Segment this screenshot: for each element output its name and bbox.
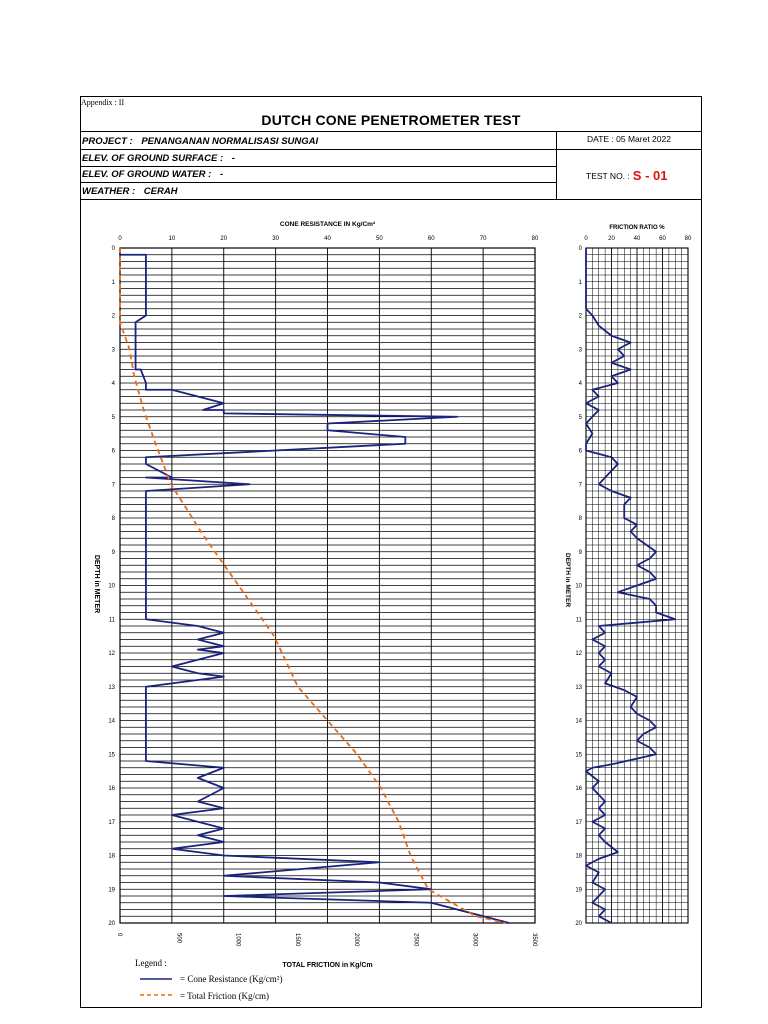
ratio-depth-tick-label: 8 xyxy=(578,516,582,522)
appendix-label: Appendix : II xyxy=(81,98,125,107)
cone-x-tick-label: 10 xyxy=(168,236,176,242)
ratio-depth-tick-label: 10 xyxy=(575,583,582,590)
ratio-depth-tick-label: 1 xyxy=(578,279,582,286)
depth-tick-label: 8 xyxy=(111,516,115,522)
cone-x-tick-label: 30 xyxy=(272,236,279,242)
friction-x-tick-label: 1000 xyxy=(234,933,241,947)
friction-x-tick-label: 2500 xyxy=(412,933,419,947)
depth-tick-label: 5 xyxy=(111,414,115,421)
ratio-depth-tick-label: 18 xyxy=(575,853,582,860)
friction-x-tick-label: 1500 xyxy=(293,933,300,947)
cone-x-tick-label: 80 xyxy=(531,236,539,242)
ratio-x-tick-label: 80 xyxy=(684,236,692,242)
ratio-axis-title: FRICTION RATIO % xyxy=(609,225,665,231)
friction-x-tick-label: 2000 xyxy=(353,933,360,947)
ratio-x-tick-label: 60 xyxy=(659,236,666,242)
cone-x-tick-label: 40 xyxy=(324,236,331,242)
depth-tick-label: 17 xyxy=(108,819,115,826)
weather-label: WEATHER : xyxy=(82,186,136,197)
ratio-depth-tick-label: 17 xyxy=(575,819,582,826)
cone-x-tick-label: 60 xyxy=(427,236,435,242)
cone-x-tick-label: 20 xyxy=(220,236,228,242)
depth-tick-label: 14 xyxy=(108,718,115,725)
depth-axis-title: DEPTH in METER xyxy=(93,554,100,614)
ratio-depth-tick-label: 19 xyxy=(575,887,582,894)
ratio-depth-tick-label: 7 xyxy=(578,482,582,489)
test-date: DATE : 05 Maret 2022 xyxy=(587,134,671,144)
depth-tick-label: 16 xyxy=(108,786,115,792)
friction-x-tick-label: 3000 xyxy=(471,933,478,947)
legend-title: Legend : xyxy=(135,958,167,968)
project-value: PENANGANAN NORMALISASI SUNGAI xyxy=(141,136,319,147)
depth-tick-label: 4 xyxy=(111,381,115,387)
ratio-depth-tick-label: 14 xyxy=(575,718,582,725)
depth-tick-label: 9 xyxy=(111,549,115,556)
depth-tick-label: 12 xyxy=(108,651,115,657)
weather-value: CERAH xyxy=(143,186,178,197)
legend-cone-label: = Cone Resistance (Kg/cm²) xyxy=(180,974,283,984)
ratio-x-tick-label: 0 xyxy=(584,236,588,242)
ratio-depth-tick-label: 13 xyxy=(575,684,582,691)
ratio-x-tick-label: 40 xyxy=(633,236,641,242)
elev-ground-label: ELEV. OF GROUND SURFACE : xyxy=(82,153,224,164)
depth-tick-label: 10 xyxy=(108,583,115,590)
ratio-depth-tick-label: 16 xyxy=(575,786,582,792)
friction-x-tick-label: 0 xyxy=(116,933,122,937)
ratio-depth-tick-label: 15 xyxy=(575,752,582,759)
ratio-depth-tick-label: 4 xyxy=(578,381,582,387)
legend-friction-label: = Total Friction (Kg/cm) xyxy=(180,991,270,1001)
depth-tick-label: 13 xyxy=(108,684,115,691)
ratio-depth-tick-label: 20 xyxy=(575,921,582,927)
ratio-depth-tick-label: 0 xyxy=(578,246,582,252)
cone-x-tick-label: 0 xyxy=(118,236,122,242)
ratio-x-tick-label: 20 xyxy=(608,236,615,242)
depth-tick-label: 18 xyxy=(108,853,115,860)
depth-tick-label: 20 xyxy=(108,921,115,927)
project-label: PROJECT : xyxy=(82,136,133,147)
ratio-depth-tick-label: 5 xyxy=(578,414,582,421)
elev-water-value: - xyxy=(219,169,224,180)
depth-tick-label: 3 xyxy=(111,347,115,354)
ratio-depth-tick-label: 12 xyxy=(575,651,582,657)
friction-x-tick-label: 500 xyxy=(175,933,182,944)
ratio-depth-tick-label: 6 xyxy=(578,448,582,455)
depth-tick-label: 7 xyxy=(111,482,115,489)
depth-tick-label: 6 xyxy=(111,448,115,455)
depth-tick-label: 19 xyxy=(108,887,115,894)
depth-tick-label: 11 xyxy=(108,617,115,624)
ratio-depth-tick-label: 2 xyxy=(578,313,582,320)
friction-axis-title: TOTAL FRICTION in Kg/Cm xyxy=(282,962,373,969)
depth-tick-label: 15 xyxy=(108,752,115,759)
ratio-depth-tick-label: 11 xyxy=(575,617,582,624)
cone-axis-title: CONE RESISTANCE IN Kg/Cm² xyxy=(279,221,376,228)
cone-x-tick-label: 70 xyxy=(479,236,487,242)
elev-ground-value: - xyxy=(231,153,235,164)
test-number-label: TEST NO. : xyxy=(586,171,630,181)
depth-tick-label: 1 xyxy=(111,279,115,286)
ratio-depth-axis-title: DEPTH in METER xyxy=(564,552,571,608)
elev-water-label: ELEV. OF GROUND WATER : xyxy=(82,169,212,180)
cone-x-tick-label: 50 xyxy=(376,236,383,242)
depth-tick-label: 2 xyxy=(111,313,115,320)
ratio-depth-tick-label: 3 xyxy=(578,347,582,354)
report-title: DUTCH CONE PENETROMETER TEST xyxy=(261,112,521,128)
friction-x-tick-label: 3500 xyxy=(531,933,537,947)
ratio-depth-tick-label: 9 xyxy=(578,549,582,556)
depth-tick-label: 0 xyxy=(111,246,115,252)
test-number-value: S - 01 xyxy=(632,168,668,183)
